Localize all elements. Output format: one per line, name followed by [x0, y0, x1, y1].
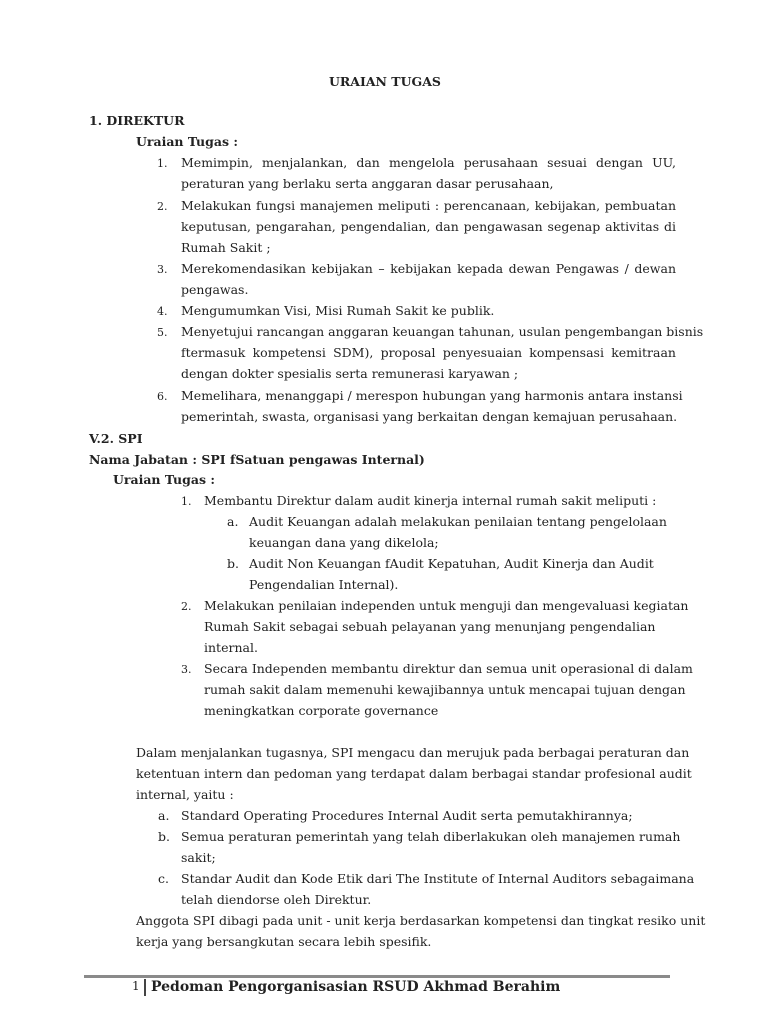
paragraph-line: Anggota SPI dibagi pada unit - unit kerja berdasarkan kompetensi dan tingkat resiko unit: [136, 913, 706, 928]
nama-jabatan: Nama Jabatan : SPI fSatuan pengawas Internal): [89, 452, 425, 467]
list-item-line: meningkatkan corporate governance: [204, 703, 439, 718]
list-item-line: Standard Operating Procedures Internal Audit serta pemutakhirannya;: [181, 808, 633, 823]
paragraph-line: internal, yaitu :: [136, 787, 234, 802]
list-item-line: Audit Non Keuangan fAudit Kepatuhan, Audit Kinerja dan Audit: [249, 556, 654, 571]
list-item-line: Audit Keuangan adalah melakukan penilaian tentang pengelolaan: [249, 514, 667, 529]
list-item-line: Secara Independen membantu direktur dan semua unit operasional di dalam: [204, 661, 693, 676]
list-number: 3.: [157, 263, 168, 276]
list-number: 4.: [157, 305, 168, 318]
list-item-line: Semua peraturan pemerintah yang telah diberlakukan oleh manajemen rumah: [181, 829, 681, 844]
footer-text: Pedoman Pengorganisasian RSUD Akhmad Berahim: [151, 979, 561, 995]
list-item-line: pengawas.: [181, 282, 249, 297]
list-item-line: Rumah Sakit ;: [181, 240, 271, 255]
list-number: 3.: [181, 663, 192, 676]
sub-list-letter: b.: [227, 556, 239, 571]
list-item-line: peraturan yang berlaku serta anggaran dasar perusahaan,: [181, 176, 554, 191]
list-item-line: Memelihara, menanggapi / merespon hubungan yang harmonis antara instansi: [181, 388, 683, 403]
list-letter: c.: [158, 871, 169, 886]
subheading-uraian-tugas: Uraian Tugas :: [136, 134, 238, 149]
list-letter: a.: [158, 808, 170, 823]
list-item-line: pemerintah, swasta, organisasi yang berkaitan dengan kemajuan perusahaan.: [181, 409, 678, 424]
list-item-line: keputusan, pengarahan, pengendalian, dan pengawasan segenap aktivitas di: [181, 219, 676, 234]
footer-divider: [144, 979, 146, 996]
list-item-line: keuangan dana yang dikelola;: [249, 535, 439, 550]
list-item-line: Melakukan fungsi manajemen meliputi : perencanaan, kebijakan, pembuatan: [181, 198, 676, 213]
list-item-line: Pengendalian Internal).: [249, 577, 399, 592]
list-item-line: Menyetujui rancangan anggaran keuangan tahunan, usulan pengembangan bisnis: [181, 324, 704, 339]
list-number: 2.: [157, 200, 168, 213]
list-item-line: rumah sakit dalam memenuhi kewajibannya untuk mencapai tujuan dengan: [204, 682, 686, 697]
list-letter: b.: [158, 829, 170, 844]
footer-page-number: 1: [132, 979, 140, 993]
list-item-line: internal.: [204, 640, 258, 655]
list-item-line: ftermasuk kompetensi SDM), proposal penyesuaian kompensasi kemitraan: [181, 345, 676, 360]
sub-list-letter: a.: [227, 514, 239, 529]
list-item-line: Membantu Direktur dalam audit kinerja internal rumah sakit meliputi :: [204, 493, 657, 508]
list-number: 1.: [157, 157, 168, 170]
paragraph-line: kerja yang bersangkutan secara lebih spesifik.: [136, 934, 432, 949]
paragraph-line: Dalam menjalankan tugasnya, SPI mengacu dan merujuk pada berbagai peraturan dan: [136, 745, 690, 760]
list-item-line: dengan dokter spesialis serta remunerasi karyawan ;: [181, 366, 519, 381]
page-title: URAIAN TUGAS: [329, 74, 441, 89]
list-item-line: Melakukan penilaian independen untuk menguji dan mengevaluasi kegiatan: [204, 598, 689, 613]
list-item-line: Standar Audit dan Kode Etik dari The Institute of Internal Auditors sebagaimana: [181, 871, 695, 886]
list-item-line: telah diendorse oleh Direktur.: [181, 892, 372, 907]
list-item-line: Rumah Sakit sebagai sebuah pelayanan yang menunjang pengendalian: [204, 619, 656, 634]
subheading-uraian-tugas: Uraian Tugas :: [113, 472, 215, 487]
section-heading-direktur: 1. DIREKTUR: [89, 113, 185, 128]
list-item-line: Memimpin, menjalankan, dan mengelola perusahaan sesuai dengan UU,: [181, 155, 676, 170]
list-number: 1.: [181, 495, 192, 508]
list-item-line: Mengumumkan Visi, Misi Rumah Sakit ke publik.: [181, 303, 495, 318]
list-number: 5.: [157, 326, 168, 339]
section-heading-spi: V.2. SPI: [89, 431, 143, 446]
paragraph-line: ketentuan intern dan pedoman yang terdapat dalam berbagai standar profesional audit: [136, 766, 692, 781]
list-item-line: sakit;: [181, 850, 216, 865]
list-item-line: Merekomendasikan kebijakan – kebijakan kepada dewan Pengawas / dewan: [181, 261, 676, 276]
list-number: 6.: [157, 390, 168, 403]
list-number: 2.: [181, 600, 192, 613]
